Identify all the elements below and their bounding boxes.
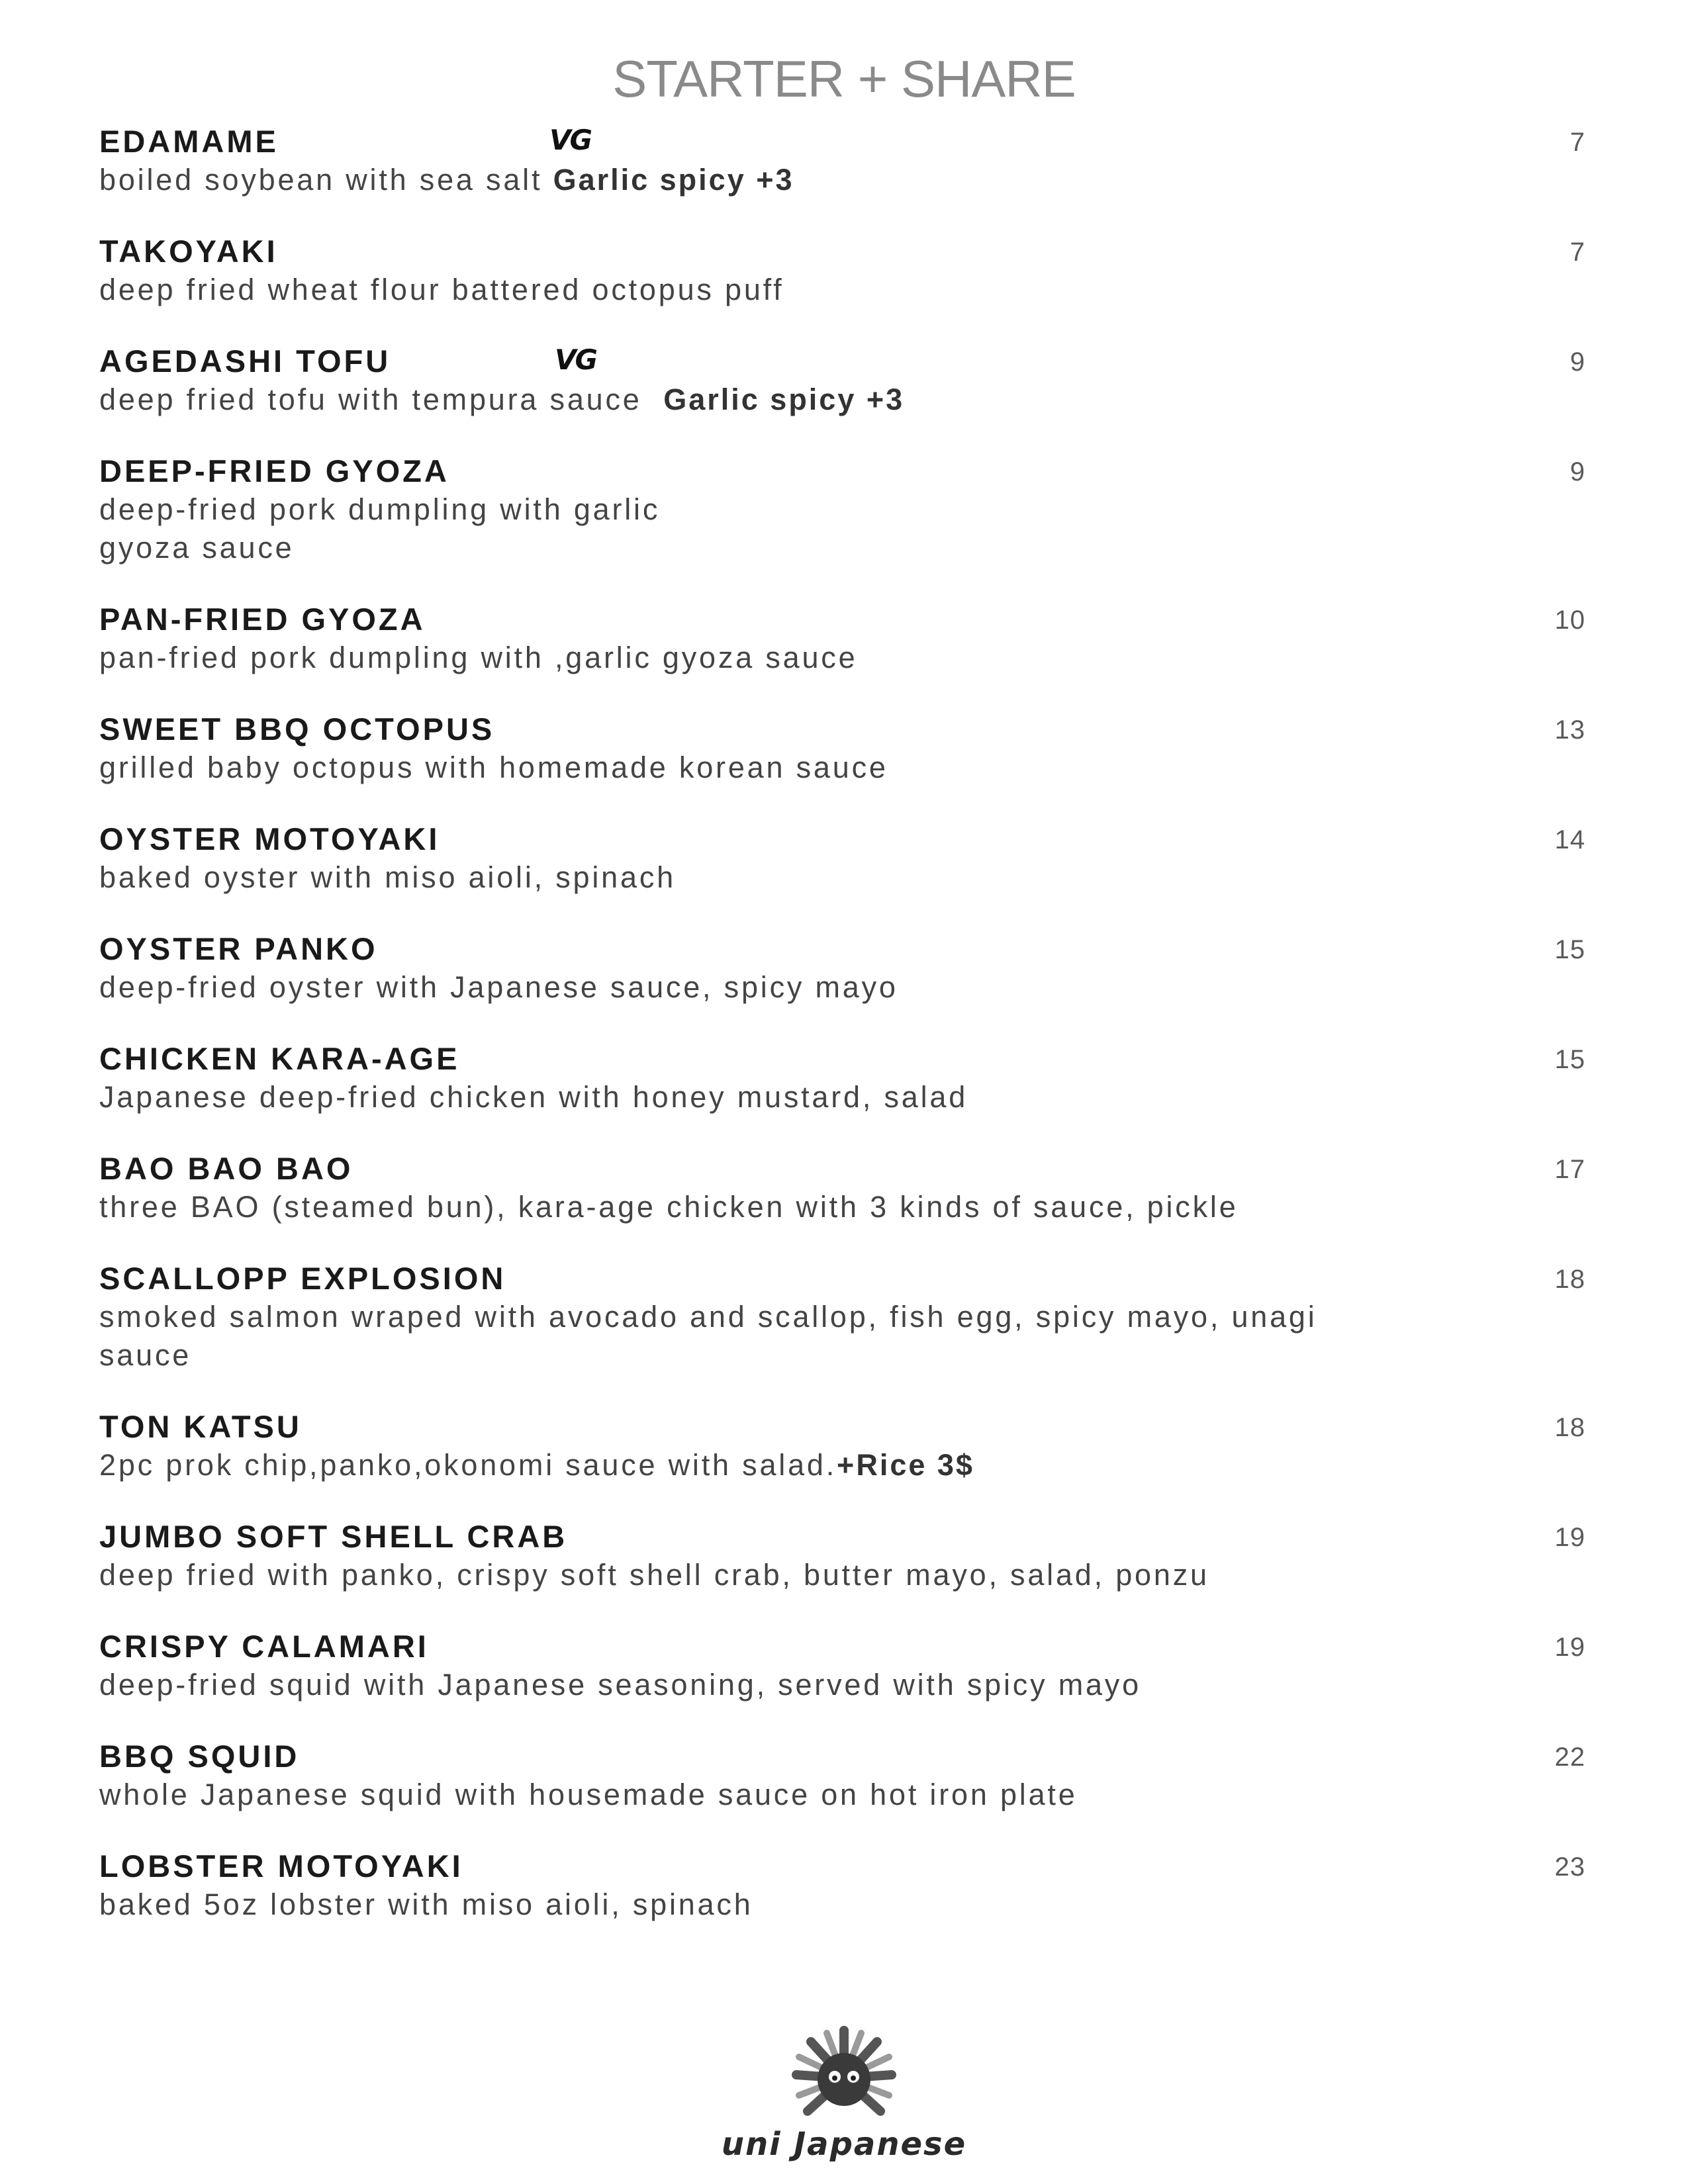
item-addon: +Rice 3$ xyxy=(837,1448,974,1482)
menu-item-oyster-panko xyxy=(99,930,1585,1007)
item-description: deep fried tofu with tempura sauce Garlic spicy +3 xyxy=(99,383,905,416)
item-name: JUMBO SOFT SHELL CRAB xyxy=(99,1519,568,1554)
item-price: 22 xyxy=(1554,1743,1585,1772)
item-price: 19 xyxy=(1554,1523,1585,1552)
item-name: DEEP-FRIED GYOZA xyxy=(99,453,449,488)
item-description: baked 5oz lobster with miso aioli, spinach xyxy=(99,1888,753,1921)
item-description: deep fried wheat flour battered octopus puff xyxy=(99,273,784,306)
item-name: AGEDASHI TOFU xyxy=(99,343,391,379)
menu-item-agedashi-tofu xyxy=(99,342,1585,419)
item-description: deep-fried squid with Japanese seasoning, served with spicy mayo xyxy=(99,1668,1141,1702)
item-price: 10 xyxy=(1554,606,1585,635)
item-price: 17 xyxy=(1554,1155,1585,1184)
menu-list xyxy=(99,122,1585,1957)
item-description: deep-fried pork dumpling with garlic gyoza sauce xyxy=(99,492,661,565)
menu-item-edamame xyxy=(99,122,1585,199)
item-name: SWEET BBQ OCTOPUS xyxy=(99,711,495,747)
item-name: PAN-FRIED GYOZA xyxy=(99,602,426,637)
item-description: baked oyster with miso aioli, spinach xyxy=(99,860,676,894)
item-price: 18 xyxy=(1554,1413,1585,1442)
menu-item-pan-fried-gyoza xyxy=(99,600,1585,677)
menu-item-bbq-squid xyxy=(99,1737,1585,1814)
item-description: grilled baby octopus with homemade korean sauce xyxy=(99,751,888,784)
menu-item-sweet-bbq-octopus xyxy=(99,710,1585,787)
item-price: 9 xyxy=(1570,347,1585,377)
vegan-badge: VG xyxy=(549,124,591,156)
item-addon: Garlic spicy +3 xyxy=(553,163,794,197)
menu-item-ton-katsu xyxy=(99,1408,1585,1484)
item-description: smoked salmon wraped with avocado and scallop, fish egg, spicy mayo, unagi sauce xyxy=(99,1300,1317,1372)
item-name: TON KATSU xyxy=(99,1409,302,1444)
menu-title: STARTER + SHARE xyxy=(612,50,1076,108)
item-name: OYSTER MOTOYAKI xyxy=(99,821,440,856)
item-name: LOBSTER MOTOYAKI xyxy=(99,1848,463,1884)
item-description: deep fried with panko, crispy soft shell crab, butter mayo, salad, ponzu xyxy=(99,1558,1209,1592)
menu-item-jumbo-soft-shell-crab xyxy=(99,1518,1585,1594)
item-price: 7 xyxy=(1570,238,1585,267)
item-description: pan-fried pork dumpling with ,garlic gyoza sauce xyxy=(99,641,858,674)
item-price: 9 xyxy=(1570,457,1585,486)
item-addon: Garlic spicy +3 xyxy=(663,383,905,416)
menu-item-deep-fried-gyoza xyxy=(99,452,1585,567)
item-name: CHICKEN KARA-AGE xyxy=(99,1041,460,1076)
item-price: 18 xyxy=(1554,1265,1585,1294)
menu-item-lobster-motoyaki xyxy=(99,1847,1585,1924)
item-description: deep-fried oyster with Japanese sauce, spicy mayo xyxy=(99,970,898,1004)
item-price: 15 xyxy=(1554,1045,1585,1074)
item-description: Japanese deep-fried chicken with honey mustard, salad xyxy=(99,1080,968,1114)
item-price: 14 xyxy=(1554,825,1585,854)
menu-item-takoyaki xyxy=(99,232,1585,309)
item-name: CRISPY CALAMARI xyxy=(99,1629,429,1664)
item-description: whole Japanese squid with housemade sauce on hot iron plate xyxy=(99,1778,1078,1811)
item-price: 13 xyxy=(1554,715,1585,745)
item-description: three BAO (steamed bun), kara-age chicken with 3 kinds of sauce, pickle xyxy=(99,1190,1239,1224)
item-name: TAKOYAKI xyxy=(99,234,278,269)
item-price: 23 xyxy=(1554,1852,1585,1882)
item-name: OYSTER PANKO xyxy=(99,931,378,966)
menu-item-crispy-calamari xyxy=(99,1627,1585,1704)
menu-item-oyster-motoyaki xyxy=(99,820,1585,897)
item-name: SCALLOPP EXPLOSION xyxy=(99,1261,506,1296)
menu-item-bao-bao-bao xyxy=(99,1150,1585,1226)
vegan-badge: VG xyxy=(555,343,596,376)
item-name: EDAMAME xyxy=(99,124,279,159)
item-name: BAO BAO BAO xyxy=(99,1151,353,1186)
item-price: 7 xyxy=(1570,128,1585,157)
item-name: BBQ SQUID xyxy=(99,1739,300,1774)
item-description: boiled soybean with sea salt Garlic spicy +3 xyxy=(99,163,794,197)
brand-logo-text: uni Japanese xyxy=(721,2126,967,2163)
menu-item-chicken-kara-age xyxy=(99,1040,1585,1116)
item-price: 19 xyxy=(1554,1633,1585,1662)
item-price: 15 xyxy=(1554,935,1585,964)
item-description: 2pc prok chip,panko,okonomi sauce with salad.+Rice 3$ xyxy=(99,1448,974,1482)
menu-item-scallopp-explosion xyxy=(99,1259,1585,1375)
